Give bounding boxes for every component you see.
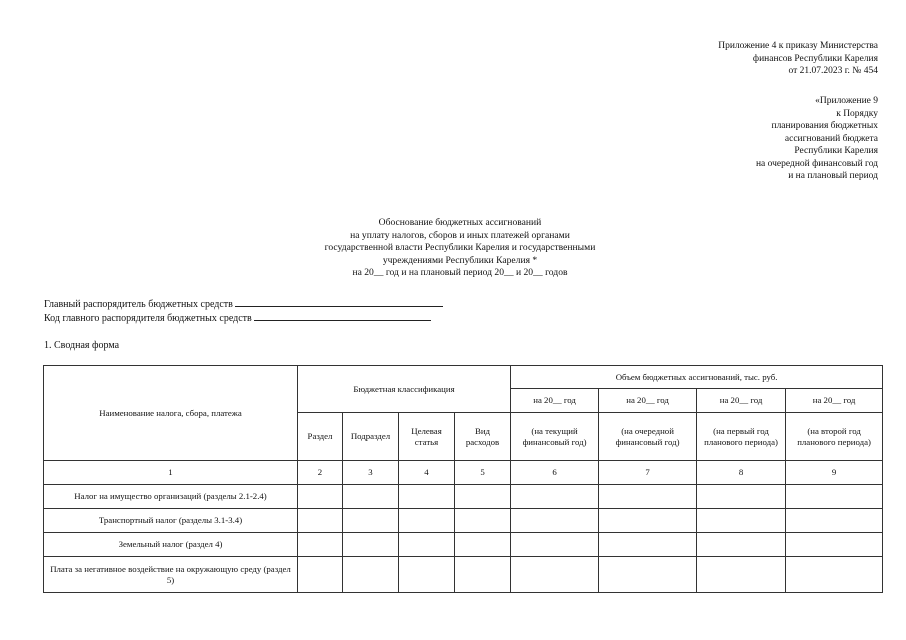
appendix-line: и на плановый период xyxy=(788,171,878,181)
year-note: (на первый год планового периода) xyxy=(697,413,786,461)
column-number: 1 xyxy=(44,461,298,485)
main-manager-code-row xyxy=(44,311,431,325)
appendix-line: планирования бюджетных xyxy=(771,121,878,131)
year-note: (на текущий финансовый год) xyxy=(511,413,599,461)
table-cell[interactable] xyxy=(399,533,455,557)
year-note: (на второй год планового периода) xyxy=(786,413,883,461)
main-manager-row xyxy=(44,297,443,311)
table-row xyxy=(44,509,883,533)
table-cell[interactable] xyxy=(697,557,786,593)
order-reference xyxy=(718,40,878,78)
order-line: от 21.07.2023 г. № 454 xyxy=(788,66,878,76)
table-cell[interactable] xyxy=(599,533,697,557)
row-label: Транспортный налог (разделы 3.1-3.4) xyxy=(44,509,298,533)
column-number: 9 xyxy=(786,461,883,485)
budget-class-header: Бюджетная классификация xyxy=(298,366,511,413)
appendix-line: к Порядку xyxy=(836,108,878,119)
appendix-line: на очередной финансовый год xyxy=(755,158,878,169)
title-line: на 20__ год и на плановый период 20__ и 20__ годов xyxy=(352,267,568,279)
table-cell[interactable] xyxy=(343,557,399,593)
table-cell[interactable] xyxy=(599,485,697,509)
column-number: 7 xyxy=(599,461,697,485)
table-cell[interactable] xyxy=(298,485,343,509)
column-number: 4 xyxy=(399,461,455,485)
col-name-header: Наименование налога, сбора, платежа xyxy=(44,366,298,461)
table-cell[interactable] xyxy=(786,557,883,593)
title-line: учреждениями Республики Карелия * xyxy=(382,254,538,266)
title-line: государственной власти Республики Карелия и государственными xyxy=(324,242,596,254)
column-number: 2 xyxy=(298,461,343,485)
col-target-article: Целевая статья xyxy=(399,413,455,461)
table-row xyxy=(44,485,883,509)
table-cell[interactable] xyxy=(343,509,399,533)
table-cell[interactable] xyxy=(786,485,883,509)
title-line: Обоснование бюджетных ассигнований xyxy=(378,217,542,228)
table-cell[interactable] xyxy=(343,533,399,557)
table-cell[interactable] xyxy=(455,485,511,509)
col-subsection: Подраздел xyxy=(343,413,399,461)
table-cell[interactable] xyxy=(697,533,786,557)
table-cell[interactable] xyxy=(455,533,511,557)
year-label: на 20__ год xyxy=(511,389,599,413)
main-manager-blank[interactable] xyxy=(235,297,443,307)
table-cell[interactable] xyxy=(399,485,455,509)
table-cell[interactable] xyxy=(399,557,455,593)
year-label: на 20__ год xyxy=(599,389,697,413)
table-cell[interactable] xyxy=(786,509,883,533)
table-cell[interactable] xyxy=(511,557,599,593)
title-line: на уплату налогов, сборов и иных платежей органами xyxy=(350,229,570,241)
appendix-reference xyxy=(756,95,878,183)
appendix-line: ассигнований бюджета xyxy=(784,133,878,144)
column-number: 8 xyxy=(697,461,786,485)
table-cell[interactable] xyxy=(697,509,786,533)
order-line: финансов Республики Карелия xyxy=(752,53,878,64)
table-cell[interactable] xyxy=(599,557,697,593)
table-row xyxy=(44,533,883,557)
row-label: Земельный налог (раздел 4) xyxy=(44,533,298,557)
column-number: 6 xyxy=(511,461,599,485)
year-note: (на очередной финансовый год) xyxy=(599,413,697,461)
appendix-line: «Приложение 9 xyxy=(815,96,878,106)
main-manager-code-label: Код главного распорядителя бюджетных средств xyxy=(44,313,252,324)
main-manager-label: Главный распорядитель бюджетных средств xyxy=(44,299,233,310)
year-label: на 20__ год xyxy=(786,389,883,413)
volume-header: Объем бюджетных ассигнований, тыс. руб. xyxy=(511,366,883,389)
table-cell[interactable] xyxy=(697,485,786,509)
table-cell[interactable] xyxy=(455,557,511,593)
table-cell[interactable] xyxy=(298,557,343,593)
order-line: Приложение 4 к приказу Министерства xyxy=(718,41,878,51)
document-title xyxy=(280,217,640,280)
col-section: Раздел xyxy=(298,413,343,461)
table-cell[interactable] xyxy=(786,533,883,557)
row-label: Плата за негативное воздействие на окружающую среду (раздел 5) xyxy=(44,557,298,593)
column-numbers-row xyxy=(44,461,883,485)
table-cell[interactable] xyxy=(298,509,343,533)
table-cell[interactable] xyxy=(298,533,343,557)
col-expense-type: Вид расходов xyxy=(455,413,511,461)
section-title: 1. Сводная форма xyxy=(44,340,120,351)
table-cell[interactable] xyxy=(399,509,455,533)
table-cell[interactable] xyxy=(343,485,399,509)
table-cell[interactable] xyxy=(511,485,599,509)
appendix-line: Республики Карелия xyxy=(794,146,878,156)
main-manager-code-blank[interactable] xyxy=(254,311,431,321)
table-row xyxy=(44,557,883,593)
summary-table xyxy=(43,365,883,593)
table-cell[interactable] xyxy=(455,509,511,533)
table-cell[interactable] xyxy=(511,509,599,533)
table-cell[interactable] xyxy=(599,509,697,533)
column-number: 5 xyxy=(455,461,511,485)
column-number: 3 xyxy=(343,461,399,485)
row-label: Налог на имущество организаций (разделы 2.1-2.4) xyxy=(44,485,298,509)
year-label: на 20__ год xyxy=(697,389,786,413)
table-cell[interactable] xyxy=(511,533,599,557)
